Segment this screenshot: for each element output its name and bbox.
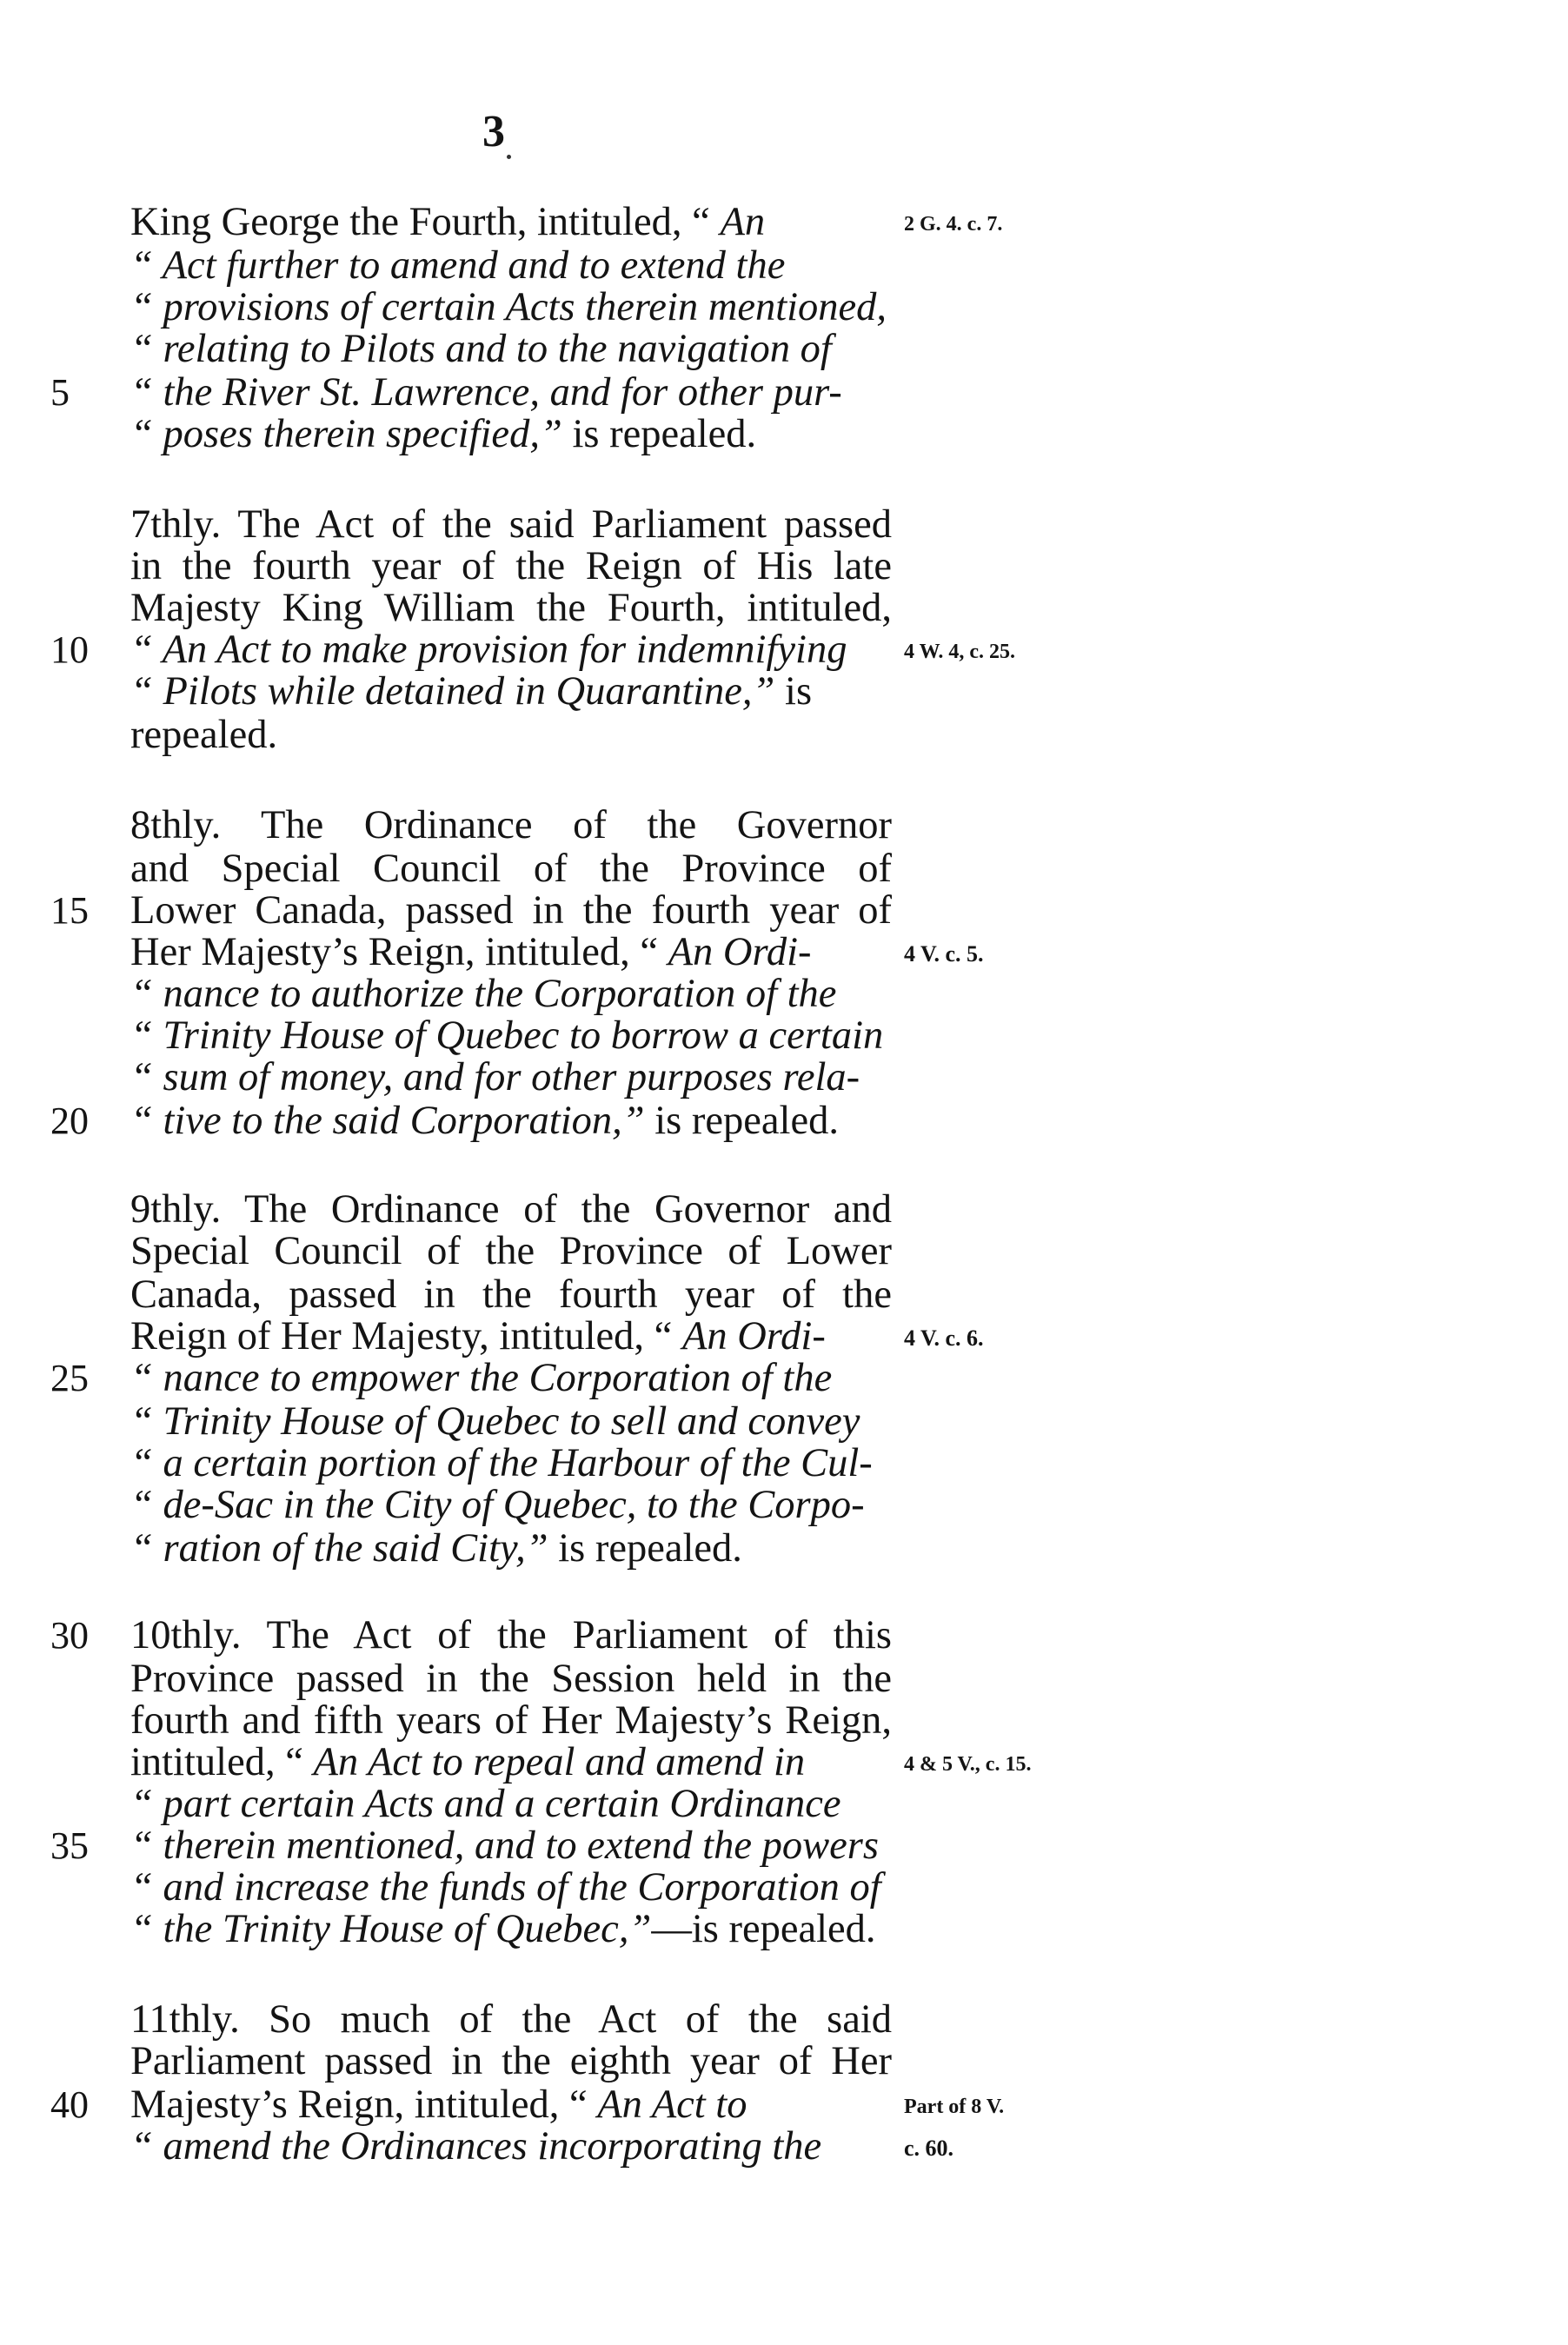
text-line <box>130 1909 892 1950</box>
text-line <box>130 202 892 243</box>
body-text: 9thly. The Ordinance of the Governor and <box>130 1187 892 1232</box>
text-line <box>130 1316 892 1358</box>
ink-dot <box>507 155 511 159</box>
body-text: Canada, passed in the fourth year of the <box>130 1272 892 1317</box>
text-line <box>130 1658 892 1700</box>
text-line <box>130 372 892 414</box>
line-number: 25 <box>50 1357 89 1399</box>
text-line <box>130 245 892 287</box>
line-number: 20 <box>50 1099 89 1142</box>
text-line <box>130 848 892 890</box>
body-text: 11thly. So much of the Act of the said <box>130 1997 892 2042</box>
body-text: 8thly. The Ordinance of the Governor <box>130 803 892 847</box>
italic-title-text: “ de-Sac in the City of Quebec, to the Corpo- <box>130 1483 865 1527</box>
italic-title-text: “ amend the Ordinances incorporating the <box>130 2124 822 2169</box>
italic-title-text: An <box>720 200 766 244</box>
line-number: 40 <box>50 2083 89 2126</box>
text-line <box>130 1700 892 1742</box>
text-line <box>130 1358 892 1399</box>
line-number: 15 <box>50 889 89 932</box>
line-number: 5 <box>50 371 70 414</box>
body-text: Her Majesty’s Reign, intituled, “ <box>130 930 668 974</box>
body-text: is <box>774 669 813 714</box>
body-text: King George the Fourth, intituled, “ <box>130 200 721 244</box>
marginal-citation: 4 W. 4, c. 25. <box>904 641 1016 663</box>
body-text: Parliament passed in the eighth year of Her <box>130 2039 892 2083</box>
italic-title-text: “ poses therein specified,” <box>130 412 562 456</box>
text-line <box>130 1999 892 2041</box>
marginal-citation: 4 V. c. 5. <box>904 941 984 967</box>
text-line <box>130 1443 892 1485</box>
italic-title-text: “ the Trinity House of Quebec,” <box>130 1907 652 1951</box>
text-line <box>130 805 892 847</box>
text-line <box>130 2041 892 2083</box>
body-text: Lower Canada, passed in the fourth year of <box>130 888 892 933</box>
body-text: repealed. <box>130 713 278 757</box>
marginal-citation: 2 G. 4. c. 7. <box>904 213 1003 236</box>
italic-title-text: “ nance to empower the Corporation of the <box>130 1356 833 1400</box>
body-text: Majesty King William the Fourth, intituled, <box>130 586 892 630</box>
body-text: —is repealed. <box>651 1907 876 1951</box>
italic-title-text: “ tive to the said Corporation,” <box>130 1099 645 1143</box>
italic-title-text: “ and increase the funds of the Corporation of <box>130 1865 881 1910</box>
text-line <box>130 629 892 671</box>
text-line <box>130 588 892 629</box>
text-line <box>130 1231 892 1272</box>
text-line <box>130 1485 892 1526</box>
italic-title-text: “ part certain Acts and a certain Ordinance <box>130 1782 841 1826</box>
body-text: Special Council of the Province of Lower <box>130 1229 892 1273</box>
italic-title-text: “ sum of money, and for other purposes rela- <box>130 1055 860 1099</box>
text-line <box>130 1057 892 1099</box>
italic-title-text: “ An Act to make provision for indemnifying <box>130 628 847 672</box>
body-text: is repealed. <box>561 412 757 456</box>
text-line <box>130 1274 892 1316</box>
italic-title-text: “ nance to authorize the Corporation of the <box>130 972 837 1016</box>
body-text: is repealed. <box>548 1526 742 1571</box>
italic-title-text: “ a certain portion of the Harbour of the Cul- <box>130 1441 873 1485</box>
line-number: 10 <box>50 628 89 671</box>
body-text: and Special Council of the Province of <box>130 847 892 891</box>
text-line <box>130 2126 892 2168</box>
italic-title-text: An Act to <box>597 2083 747 2127</box>
italic-title-text: An Act to repeal and amend in <box>313 1740 806 1784</box>
italic-title-text: An Ordi- <box>681 1314 826 1359</box>
body-text: intituled, “ <box>130 1740 314 1784</box>
body-text: in the fourth year of the Reign of His late <box>130 544 892 588</box>
body-text: Majesty’s Reign, intituled, “ <box>130 2083 598 2127</box>
italic-title-text: “ Act further to amend and to extend the <box>130 243 786 288</box>
text-line <box>130 671 892 713</box>
body-text: 10thly. The Act of the Parliament of this <box>130 1613 892 1657</box>
italic-title-text: “ ration of the said City,” <box>130 1526 548 1571</box>
text-line <box>130 1784 892 1825</box>
italic-title-text: “ therein mentioned, and to extend the powers <box>130 1824 879 1868</box>
italic-title-text: “ provisions of certain Acts therein mentioned, <box>130 285 887 329</box>
text-line <box>130 1615 892 1657</box>
text-line <box>130 1015 892 1057</box>
page-number: 3 <box>482 107 506 156</box>
text-line <box>130 1867 892 1909</box>
italic-title-text: “ the River St. Lawrence, and for other pur- <box>130 370 842 415</box>
text-line <box>130 1100 892 1142</box>
italic-title-text: “ Pilots while detained in Quarantine,” <box>130 669 775 714</box>
text-line <box>130 932 892 973</box>
text-line <box>130 714 892 756</box>
text-line <box>130 504 892 546</box>
text-line <box>130 546 892 588</box>
text-line <box>130 1742 892 1784</box>
text-line <box>130 287 892 329</box>
line-number: 35 <box>50 1824 89 1867</box>
text-line <box>130 890 892 932</box>
text-line <box>130 1528 892 1570</box>
marginal-citation: c. 60. <box>904 2136 954 2161</box>
italic-title-text: An Ordi- <box>668 930 812 974</box>
line-number: 30 <box>50 1614 89 1657</box>
text-line <box>130 414 892 455</box>
body-text: fourth and fifth years of Her Majesty’s Reign, <box>130 1698 892 1743</box>
marginal-citation: Part of 8 V. <box>904 2096 1005 2118</box>
marginal-citation: 4 & 5 V., c. 15. <box>904 1753 1032 1776</box>
text-line <box>130 1401 892 1443</box>
body-text: Reign of Her Majesty, intituled, “ <box>130 1314 682 1359</box>
text-line <box>130 2084 892 2126</box>
body-text: is repealed. <box>644 1099 839 1143</box>
text-line <box>130 1189 892 1231</box>
text-line <box>130 973 892 1015</box>
text-line <box>130 329 892 370</box>
text-line <box>130 1825 892 1867</box>
body-text: Province passed in the Session held in the <box>130 1657 892 1701</box>
body-text: 7thly. The Act of the said Parliament passed <box>130 502 892 547</box>
italic-title-text: “ Trinity House of Quebec to borrow a certain <box>130 1013 884 1058</box>
marginal-citation: 4 V. c. 6. <box>904 1325 984 1351</box>
italic-title-text: “ Trinity House of Quebec to sell and convey <box>130 1399 860 1444</box>
italic-title-text: “ relating to Pilots and to the navigation of <box>130 327 832 371</box>
